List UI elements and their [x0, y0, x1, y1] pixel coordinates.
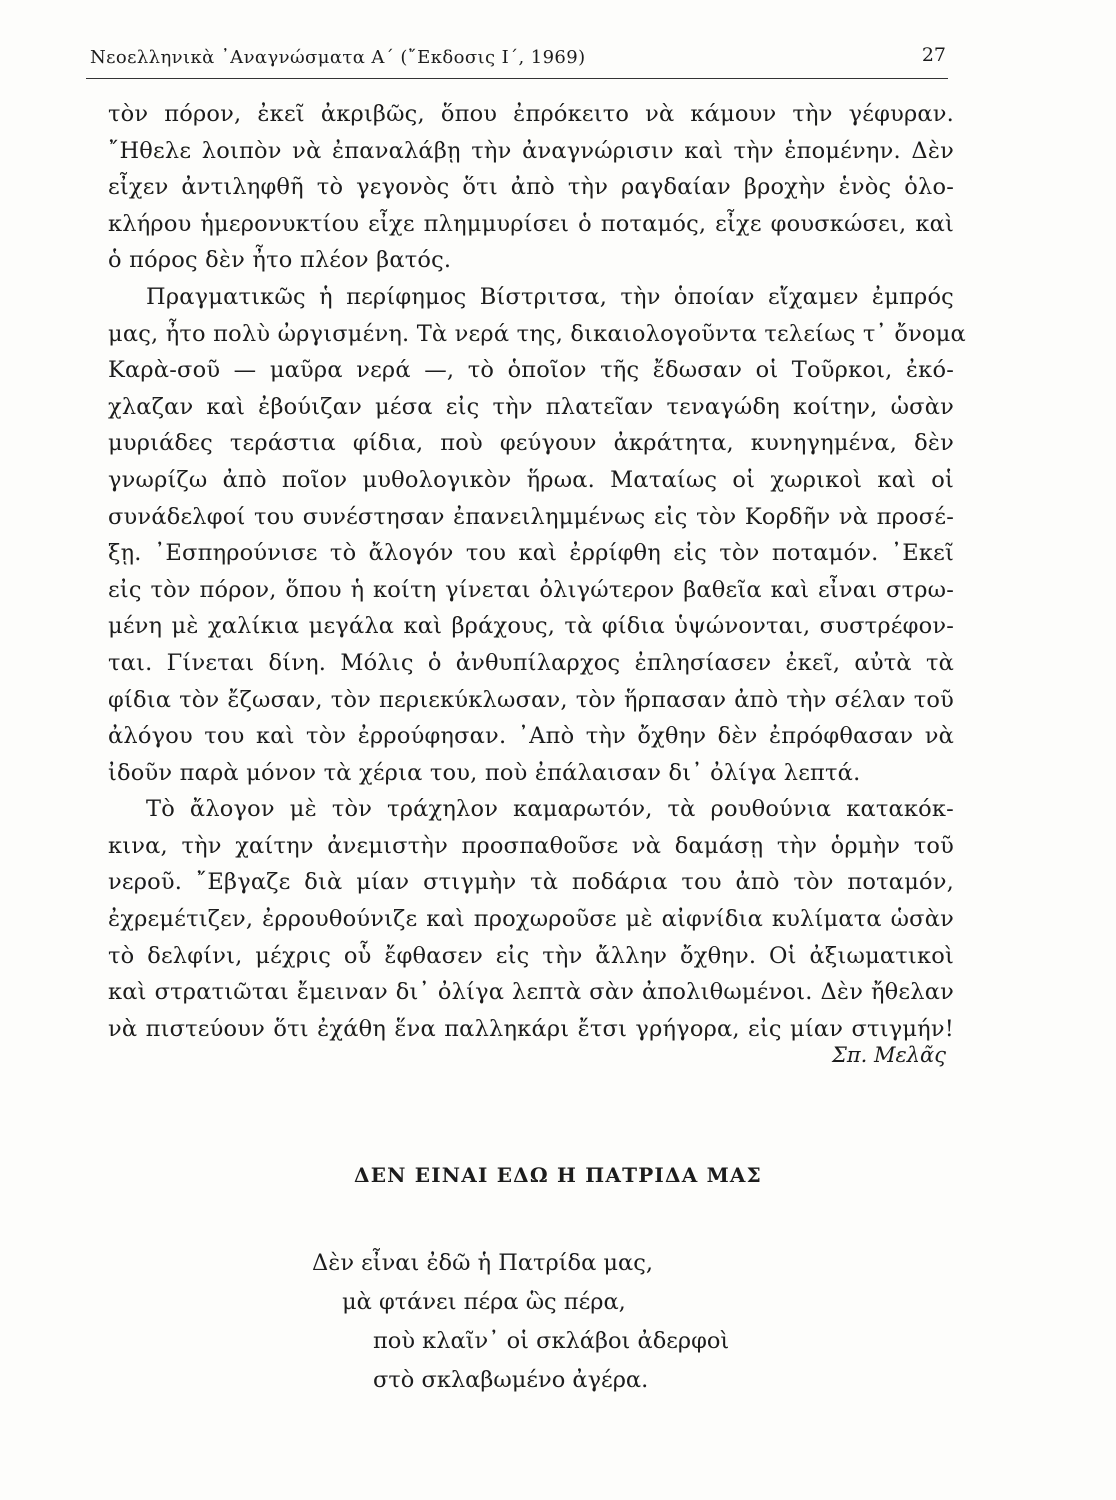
poem-verse: μὰ φτάνει πέρα ὣς πέρα, — [342, 1289, 626, 1315]
text-line: ται. Γίνεται δίνη. Μόλις ὁ ἀνθυπίλαρχος ἐπλησίασεν ἐκεῖ, αὐτὰ τὰ — [108, 649, 954, 676]
text-line: εἰς τὸν πόρον, ὅπου ἡ κοίτη γίνεται ὀλιγώτερον βαθεῖα καὶ εἶναι στρω- — [108, 576, 954, 603]
text-line: εἶχεν ἀντιληφθῆ τὸ γεγονὸς ὅτι ἀπὸ τὴν ραγδαίαν βροχὴν ἑνὸς ὁλο- — [108, 174, 954, 201]
text-line: μυριάδες τεράστια φίδια, ποὺ φεύγουν ἀκράτητα, κυνηγημένα, δὲν — [108, 430, 954, 457]
text-line: κλήρου ἡμερονυκτίου εἶχε πλημμυρίσει ὁ ποταμός, εἶχε φουσκώσει, καὶ — [108, 210, 954, 237]
text-line: ἀλόγου του καὶ τὸν ἐρρούφησαν. ᾿Απὸ τὴν ὄχθην δὲν ἐπρόφθασαν νὰ — [108, 723, 954, 750]
text-line: ῎Ηθελε λοιπὸν νὰ ἐπαναλάβῃ τὴν ἀναγνώρισιν καὶ τὴν ἑπομένην. Δὲν — [108, 137, 954, 164]
author-signature: Σπ. Μελᾶς — [831, 1043, 946, 1067]
poem-verse: ποὺ κλαῖν᾿ οἱ σκλάβοι ἀδερφοὶ — [373, 1328, 730, 1354]
text-line: φίδια τὸν ἔζωσαν, τὸν περιεκύκλωσαν, τὸν ἥρπασαν ἀπὸ τὴν σέλαν τοῦ — [108, 686, 954, 713]
text-line: μας, ἦτο πολὺ ὠργισμένη. Τὰ νερά της, δικαιολογοῦντα τελείως τ᾿ ὄνομα — [108, 320, 966, 347]
text-line: Πραγματικῶς ἡ περίφημος Βίστριτσα, τὴν ὁποίαν εἴχαμεν ἐμπρός — [146, 283, 954, 310]
text-line: νεροῦ. ῎Εβγαζε διὰ μίαν στιγμὴν τὰ ποδάρια του ἀπὸ τὸν ποταμόν, — [108, 869, 954, 896]
text-line: Τὸ ἄλογον μὲ τὸν τράχηλον καμαρωτόν, τὰ ρουθούνια κατακόκ- — [146, 796, 954, 823]
text-line: νὰ πιστεύουν ὅτι ἐχάθη ἕνα παλληκάρι ἔτσι γρήγορα, εἰς μίαν στιγμήν! — [108, 1015, 954, 1042]
text-line: γνωρίζω ἀπὸ ποῖον μυθολογικὸν ἥρωα. Ματαίως οἱ χωρικοὶ καὶ οἱ — [108, 466, 954, 493]
text-line: κινα, τὴν χαίτην ἀνεμιστὴν προσπαθοῦσε νὰ δαμάσῃ τὴν ὁρμὴν τοῦ — [108, 832, 954, 859]
poem-verse: στὸ σκλαβωμένο ἀγέρα. — [373, 1367, 649, 1393]
text-line: τὸ δελφίνι, μέχρις οὗ ἔφθασεν εἰς τὴν ἄλλην ὄχθην. Οἱ ἀξιωματικοὶ — [108, 942, 954, 969]
poem-stanza — [312, 1244, 729, 1400]
text-line: ὁ πόρος δὲν ἦτο πλέον βατός. — [108, 247, 452, 274]
poem-verse: Δὲν εἶναι ἐδῶ ἡ Πατρίδα μας, — [312, 1250, 654, 1276]
prose-body — [108, 96, 966, 1047]
text-line: ἐχρεμέτιζεν, ἐρρουθούνιζε καὶ προχωροῦσε μὲ αἰφνίδια κυλίματα ὡσὰν — [108, 906, 954, 933]
page-number: 27 — [921, 44, 946, 66]
running-header — [86, 44, 948, 79]
poem-title: ΔΕΝ ΕΙΝΑΙ ΕΔΩ Η ΠΑΤΡΙΔΑ ΜΑΣ — [354, 1163, 762, 1187]
text-line: συνάδελφοί του συνέστησαν ἐπανειλημμένως εἰς τὸν Κορδῆν νὰ προσέ- — [108, 503, 954, 530]
text-line: μένη μὲ χαλίκια μεγάλα καὶ βράχους, τὰ φίδια ὑψώνονται, συστρέφον- — [108, 613, 954, 640]
text-line: ἰδοῦν παρὰ μόνον τὰ χέρια του, ποὺ ἐπάλαισαν δι᾿ ὀλίγα λεπτά. — [108, 759, 861, 786]
text-line: καὶ στρατιῶται ἔμειναν δι᾿ ὀλίγα λεπτὰ σὰν ἀπολιθωμένοι. Δὲν ἤθελαν — [108, 979, 954, 1006]
text-line: τὸν πόρον, ἐκεῖ ἀκριβῶς, ὅπου ἐπρόκειτο νὰ κάμουν τὴν γέφυραν. — [108, 101, 954, 127]
text-line: χλαζαν καὶ ἐβούιζαν μέσα εἰς τὴν πλατεῖαν τεναγώδη κοίτην, ὡσὰν — [108, 393, 954, 420]
text-line: ξῃ. ᾿Εσπηρούνισε τὸ ἄλογόν του καὶ ἐρρίφθη εἰς τὸν ποταμόν. ᾿Εκεῖ — [108, 540, 954, 567]
running-title: Νεοελληνικὰ ᾿Αναγνώσματα Α΄ (῎Εκδοσις Ι΄, 1969) — [90, 47, 586, 68]
text-line: Καρὰ-σοῦ — μαῦρα νερά —, τὸ ὁποῖον τῆς ἔδωσαν οἱ Τοῦρκοι, ἐκό- — [108, 357, 954, 384]
